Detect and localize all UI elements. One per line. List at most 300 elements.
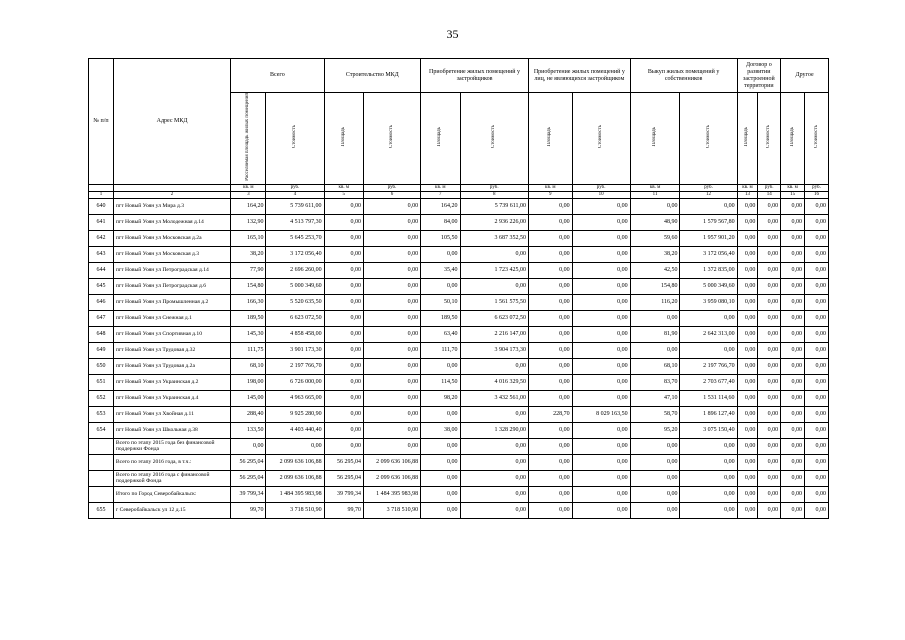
row-number: 653 xyxy=(89,406,114,422)
row-value: 48,90 xyxy=(630,214,680,230)
row-value: 1 579 567,80 xyxy=(680,214,737,230)
page-number: 35 xyxy=(446,27,459,41)
row-value: 0,00 xyxy=(758,358,781,374)
row-value: 0,00 xyxy=(363,214,420,230)
row-value: 0,00 xyxy=(758,454,781,470)
header-sub-label: Площадь xyxy=(340,127,346,147)
row-address: пгт Новый Уоян ул Петроградская д.6 xyxy=(113,278,230,294)
row-value: 0,00 xyxy=(528,230,572,246)
unit-cell: кв. м xyxy=(630,184,680,191)
row-number: 650 xyxy=(89,358,114,374)
header-sub-cell xyxy=(572,93,630,185)
row-value: 0,00 xyxy=(421,438,460,454)
row-value: 0,00 xyxy=(630,342,680,358)
row-value: 165,10 xyxy=(231,230,266,246)
row-value: 189,50 xyxy=(231,310,266,326)
column-number: 3 xyxy=(231,191,266,198)
row-number: 644 xyxy=(89,262,114,278)
row-value: 0,00 xyxy=(758,230,781,246)
header-sub-label: Площадь xyxy=(547,127,553,147)
header-row-units xyxy=(89,184,829,191)
row-value: 0,00 xyxy=(630,502,680,518)
row-value: 95,20 xyxy=(630,422,680,438)
row-value: 0,00 xyxy=(363,438,420,454)
row-value: 0,00 xyxy=(528,326,572,342)
row-value: 0,00 xyxy=(805,486,829,502)
row-value: 114,50 xyxy=(421,374,460,390)
row-number: 645 xyxy=(89,278,114,294)
row-value: 3 432 561,00 xyxy=(460,390,528,406)
row-value: 0,00 xyxy=(528,438,572,454)
row-number xyxy=(89,454,114,470)
row-value: 0,00 xyxy=(363,278,420,294)
row-value: 0,00 xyxy=(572,486,630,502)
table-row xyxy=(89,262,829,278)
header-address: Адрес МКД xyxy=(113,59,230,185)
row-value: 189,50 xyxy=(421,310,460,326)
row-value: 2 642 313,00 xyxy=(680,326,737,342)
row-value: 0,00 xyxy=(460,358,528,374)
unit-cell: кв. м xyxy=(781,184,805,191)
row-address: пгт Новый Уоян ул Московская д.3 xyxy=(113,246,230,262)
row-value: 0,00 xyxy=(324,262,363,278)
row-value: 0,00 xyxy=(781,294,805,310)
row-value: 0,00 xyxy=(758,326,781,342)
row-value: 0,00 xyxy=(758,310,781,326)
unit-cell: руб. xyxy=(680,184,737,191)
row-value: 0,00 xyxy=(737,342,758,358)
row-value: 0,00 xyxy=(805,326,829,342)
row-value: 0,00 xyxy=(324,246,363,262)
row-value: 3 687 352,50 xyxy=(460,230,528,246)
row-value: 0,00 xyxy=(680,438,737,454)
row-value: 0,00 xyxy=(737,246,758,262)
row-value: 0,00 xyxy=(528,278,572,294)
unit-cell: кв. м xyxy=(324,184,363,191)
row-value: 164,20 xyxy=(421,198,460,214)
table-row xyxy=(89,294,829,310)
row-value: 3 718 510,90 xyxy=(266,502,324,518)
row-value: 228,70 xyxy=(528,406,572,422)
row-value: 0,00 xyxy=(363,198,420,214)
row-value: 0,00 xyxy=(805,406,829,422)
row-value: 0,00 xyxy=(630,486,680,502)
row-address: пгт Новый Уоян ул Школьная д.38 xyxy=(113,422,230,438)
row-address: пгт Новый Уоян ул Трудовая д.32 xyxy=(113,342,230,358)
row-value: 83,70 xyxy=(630,374,680,390)
row-number: 649 xyxy=(89,342,114,358)
table-row xyxy=(89,422,829,438)
row-value: 0,00 xyxy=(758,294,781,310)
row-value: 2 099 636 106,88 xyxy=(266,454,324,470)
row-number: 655 xyxy=(89,502,114,518)
row-value: 0,00 xyxy=(363,406,420,422)
row-address: пгт Новый Уоян ул Украинская д.4 xyxy=(113,390,230,406)
row-value: 0,00 xyxy=(572,262,630,278)
row-number: 640 xyxy=(89,198,114,214)
row-address: пгт Новый Уоян ул Снежная д.1 xyxy=(113,310,230,326)
row-value: 0,00 xyxy=(805,278,829,294)
row-value: 38,00 xyxy=(421,422,460,438)
row-value: 0,00 xyxy=(528,214,572,230)
unit-cell: руб. xyxy=(758,184,781,191)
row-value: 38,20 xyxy=(231,246,266,262)
row-value: 39 799,34 xyxy=(231,486,266,502)
row-value: 56 295,04 xyxy=(231,454,266,470)
header-num: № п/п xyxy=(89,59,114,185)
column-number: 8 xyxy=(460,191,528,198)
table-row xyxy=(89,230,829,246)
row-value: 0,00 xyxy=(528,294,572,310)
row-value: 0,00 xyxy=(324,214,363,230)
header-sub-label: Площадь xyxy=(789,127,795,147)
row-value: 0,00 xyxy=(781,198,805,214)
row-value: 0,00 xyxy=(324,438,363,454)
row-value: 4 016 329,50 xyxy=(460,374,528,390)
row-value: 1 484 395 983,98 xyxy=(266,486,324,502)
row-number: 642 xyxy=(89,230,114,246)
row-value: 4 403 440,40 xyxy=(266,422,324,438)
row-address: пгт Новый Уоян ул Московская д.2а xyxy=(113,230,230,246)
row-value: 0,00 xyxy=(421,406,460,422)
row-value: 9 925 280,90 xyxy=(266,406,324,422)
row-value: 0,00 xyxy=(324,342,363,358)
row-value: 0,00 xyxy=(421,278,460,294)
row-value: 0,00 xyxy=(805,422,829,438)
row-value: 0,00 xyxy=(737,214,758,230)
row-number xyxy=(89,470,114,486)
table-row xyxy=(89,374,829,390)
row-value: 288,40 xyxy=(231,406,266,422)
table-row xyxy=(89,358,829,374)
column-number: 16 xyxy=(805,191,829,198)
row-value: 0,00 xyxy=(528,358,572,374)
row-value: 2 099 636 106,88 xyxy=(363,470,420,486)
header-sub-cell xyxy=(460,93,528,185)
row-value: 0,00 xyxy=(781,454,805,470)
row-value: 3 904 173,30 xyxy=(460,342,528,358)
row-value: 0,00 xyxy=(363,342,420,358)
row-value: 1 957 901,20 xyxy=(680,230,737,246)
unit-cell xyxy=(89,184,114,191)
column-number: 5 xyxy=(324,191,363,198)
unit-cell: кв. м xyxy=(231,184,266,191)
header-sub-label: Стоимость xyxy=(389,125,395,149)
table-row xyxy=(89,326,829,342)
row-value: 0,00 xyxy=(572,198,630,214)
row-value: 0,00 xyxy=(758,278,781,294)
header-sub-cell xyxy=(758,93,781,185)
table-row xyxy=(89,390,829,406)
row-value: 0,00 xyxy=(758,390,781,406)
row-value: 0,00 xyxy=(737,390,758,406)
resettlement-table xyxy=(88,58,829,519)
column-number: 7 xyxy=(421,191,460,198)
column-number: 15 xyxy=(781,191,805,198)
row-value: 5 645 253,70 xyxy=(266,230,324,246)
row-value: 0,00 xyxy=(363,374,420,390)
table-row xyxy=(89,310,829,326)
row-value: 0,00 xyxy=(528,422,572,438)
row-value: 0,00 xyxy=(324,390,363,406)
row-address: Всего по этапу 2016 года с финансовой поддержкой Фонда xyxy=(113,470,230,486)
row-value: 3 901 173,30 xyxy=(266,342,324,358)
row-value: 2 703 677,40 xyxy=(680,374,737,390)
row-value: 0,00 xyxy=(572,294,630,310)
row-value: 198,00 xyxy=(231,374,266,390)
table-row xyxy=(89,342,829,358)
header-sub-label: Площадь xyxy=(437,127,443,147)
table-row xyxy=(89,454,829,470)
row-value: 3 075 150,40 xyxy=(680,422,737,438)
row-value: 99,70 xyxy=(231,502,266,518)
row-value: 0,00 xyxy=(528,262,572,278)
row-value: 1 328 290,00 xyxy=(460,422,528,438)
unit-cell: руб. xyxy=(805,184,829,191)
table-row xyxy=(89,406,829,422)
row-value: 2 099 636 106,88 xyxy=(266,470,324,486)
row-value: 0,00 xyxy=(572,390,630,406)
row-value: 2 696 260,00 xyxy=(266,262,324,278)
row-value: 77,90 xyxy=(231,262,266,278)
row-value: 145,30 xyxy=(231,326,266,342)
row-address: пгт Новый Уоян ул Спортивная д.10 xyxy=(113,326,230,342)
column-number: 9 xyxy=(528,191,572,198)
row-address: пгт Новый Уоян ул Трудовая д.2а xyxy=(113,358,230,374)
row-value: 84,00 xyxy=(421,214,460,230)
row-value: 0,00 xyxy=(805,310,829,326)
row-value: 0,00 xyxy=(528,198,572,214)
unit-cell: кв. м xyxy=(737,184,758,191)
table-row xyxy=(89,438,829,454)
row-value: 5 520 635,50 xyxy=(266,294,324,310)
row-value: 0,00 xyxy=(805,470,829,486)
row-value: 0,00 xyxy=(460,278,528,294)
row-value: 2 216 147,00 xyxy=(460,326,528,342)
header-sub-label: Площадь xyxy=(744,127,750,147)
row-address: пгт Новый Уоян ул Хвойная д.11 xyxy=(113,406,230,422)
row-value: 0,00 xyxy=(572,214,630,230)
row-value: 5 739 611,00 xyxy=(460,198,528,214)
row-value: 3 959 080,10 xyxy=(680,294,737,310)
row-value: 0,00 xyxy=(324,374,363,390)
row-number: 641 xyxy=(89,214,114,230)
row-value: 0,00 xyxy=(737,422,758,438)
row-value: 0,00 xyxy=(324,294,363,310)
header-group-developers: Приобретение жилых помещений у застройщиков xyxy=(421,59,529,93)
row-value: 5 000 349,60 xyxy=(266,278,324,294)
row-value: 0,00 xyxy=(805,454,829,470)
row-number: 647 xyxy=(89,310,114,326)
row-address: пгт Новый Уоян ул Украинская д.2 xyxy=(113,374,230,390)
row-value: 1 723 425,00 xyxy=(460,262,528,278)
header-sub-label: Стоимость xyxy=(766,125,772,149)
row-value: 50,10 xyxy=(421,294,460,310)
row-value: 0,00 xyxy=(805,214,829,230)
row-address: Всего по этапу 2016 года, в т.ч.: xyxy=(113,454,230,470)
row-value: 68,10 xyxy=(630,358,680,374)
row-value: 0,00 xyxy=(528,390,572,406)
table-row xyxy=(89,502,829,518)
row-value: 68,10 xyxy=(231,358,266,374)
row-value: 0,00 xyxy=(680,486,737,502)
row-value: 0,00 xyxy=(758,262,781,278)
row-value: 1 896 127,40 xyxy=(680,406,737,422)
row-value: 0,00 xyxy=(758,470,781,486)
row-value: 99,70 xyxy=(324,502,363,518)
header-group-construction: Строительство МКД xyxy=(324,59,421,93)
header-row-numbers xyxy=(89,191,829,198)
row-value: 0,00 xyxy=(737,326,758,342)
column-number: 4 xyxy=(266,191,324,198)
row-value: 0,00 xyxy=(630,310,680,326)
row-value: 0,00 xyxy=(460,470,528,486)
row-value: 56 295,04 xyxy=(231,470,266,486)
unit-cell: руб. xyxy=(460,184,528,191)
row-value: 0,00 xyxy=(421,502,460,518)
row-value: 39 799,34 xyxy=(324,486,363,502)
header-sub-cell xyxy=(363,93,420,185)
row-value: 0,00 xyxy=(572,438,630,454)
row-value: 0,00 xyxy=(528,454,572,470)
row-value: 0,00 xyxy=(737,470,758,486)
row-value: 0,00 xyxy=(737,438,758,454)
row-value: 4 963 665,00 xyxy=(266,390,324,406)
row-value: 166,30 xyxy=(231,294,266,310)
row-value: 0,00 xyxy=(528,470,572,486)
row-value: 1 561 575,50 xyxy=(460,294,528,310)
row-value: 0,00 xyxy=(528,502,572,518)
row-value: 116,20 xyxy=(630,294,680,310)
row-value: 4 513 797,30 xyxy=(266,214,324,230)
row-value: 0,00 xyxy=(324,198,363,214)
row-value: 0,00 xyxy=(460,454,528,470)
row-value: 0,00 xyxy=(528,310,572,326)
row-value: 0,00 xyxy=(805,246,829,262)
row-value: 0,00 xyxy=(737,502,758,518)
row-value: 0,00 xyxy=(758,406,781,422)
row-value: 105,50 xyxy=(421,230,460,246)
row-value: 38,20 xyxy=(630,246,680,262)
row-value: 0,00 xyxy=(805,342,829,358)
row-address: пгт Новый Уоян ул Мира д.3 xyxy=(113,198,230,214)
unit-cell: руб. xyxy=(572,184,630,191)
header-sub-cell xyxy=(781,93,805,185)
row-value: 47,10 xyxy=(630,390,680,406)
row-value: 0,00 xyxy=(737,454,758,470)
row-value: 0,00 xyxy=(781,246,805,262)
row-value: 0,00 xyxy=(781,214,805,230)
column-number: 14 xyxy=(758,191,781,198)
header-sub-cell xyxy=(421,93,460,185)
row-address: Итого по Город Северобайкальск: xyxy=(113,486,230,502)
row-value: 0,00 xyxy=(680,342,737,358)
row-value: 0,00 xyxy=(363,422,420,438)
row-value: 0,00 xyxy=(630,470,680,486)
row-value: 0,00 xyxy=(805,374,829,390)
row-value: 0,00 xyxy=(363,230,420,246)
row-value: 0,00 xyxy=(460,438,528,454)
row-value: 0,00 xyxy=(421,454,460,470)
row-address: пгт Новый Уоян ул Петроградская д.14 xyxy=(113,262,230,278)
header-group-other: Другое xyxy=(781,59,829,93)
row-value: 0,00 xyxy=(363,294,420,310)
row-value: 0,00 xyxy=(528,246,572,262)
table-row xyxy=(89,278,829,294)
header-sub-label: Площадь xyxy=(652,127,658,147)
row-number xyxy=(89,486,114,502)
row-value: 0,00 xyxy=(781,390,805,406)
header-row-groups xyxy=(89,59,829,93)
row-value: 0,00 xyxy=(781,502,805,518)
column-number: 13 xyxy=(737,191,758,198)
row-value: 42,50 xyxy=(630,262,680,278)
row-value: 0,00 xyxy=(572,374,630,390)
row-value: 6 623 072,50 xyxy=(266,310,324,326)
row-value: 63,40 xyxy=(421,326,460,342)
row-value: 3 172 056,40 xyxy=(266,246,324,262)
row-value: 0,00 xyxy=(737,230,758,246)
row-value: 3 718 510,90 xyxy=(363,502,420,518)
row-value: 0,00 xyxy=(572,326,630,342)
row-value: 0,00 xyxy=(758,246,781,262)
row-value: 1 484 395 983,98 xyxy=(363,486,420,502)
row-value: 0,00 xyxy=(572,502,630,518)
column-number: 1 xyxy=(89,191,114,198)
row-value: 0,00 xyxy=(324,310,363,326)
row-value: 0,00 xyxy=(421,246,460,262)
row-value: 0,00 xyxy=(737,294,758,310)
row-value: 0,00 xyxy=(324,326,363,342)
row-value: 0,00 xyxy=(363,390,420,406)
row-number: 654 xyxy=(89,422,114,438)
row-value: 145,00 xyxy=(231,390,266,406)
row-value: 1 372 835,00 xyxy=(680,262,737,278)
unit-cell: кв. м xyxy=(421,184,460,191)
row-value: 0,00 xyxy=(805,294,829,310)
row-value: 35,40 xyxy=(421,262,460,278)
row-value: 0,00 xyxy=(363,262,420,278)
row-value: 0,00 xyxy=(630,438,680,454)
row-value: 133,50 xyxy=(231,422,266,438)
row-value: 0,00 xyxy=(680,502,737,518)
row-value: 0,00 xyxy=(737,278,758,294)
table-row xyxy=(89,198,829,214)
header-sub-cell xyxy=(630,93,680,185)
row-value: 0,00 xyxy=(572,310,630,326)
row-value: 0,00 xyxy=(572,342,630,358)
header-sub-cell xyxy=(324,93,363,185)
row-value: 0,00 xyxy=(781,422,805,438)
row-address: г Северобайкальск ул 12 д.15 xyxy=(113,502,230,518)
row-value: 0,00 xyxy=(781,278,805,294)
row-value: 164,20 xyxy=(231,198,266,214)
header-sub-cell xyxy=(680,93,737,185)
row-value: 2 197 766,70 xyxy=(680,358,737,374)
row-value: 0,00 xyxy=(737,358,758,374)
row-value: 81,90 xyxy=(630,326,680,342)
row-value: 0,00 xyxy=(460,406,528,422)
row-value: 0,00 xyxy=(630,198,680,214)
row-value: 0,00 xyxy=(805,502,829,518)
row-number: 648 xyxy=(89,326,114,342)
row-value: 2 936 226,00 xyxy=(460,214,528,230)
row-value: 0,00 xyxy=(421,358,460,374)
row-value: 0,00 xyxy=(460,486,528,502)
row-value: 0,00 xyxy=(528,374,572,390)
row-value: 5 000 349,60 xyxy=(680,278,737,294)
row-value: 0,00 xyxy=(363,326,420,342)
